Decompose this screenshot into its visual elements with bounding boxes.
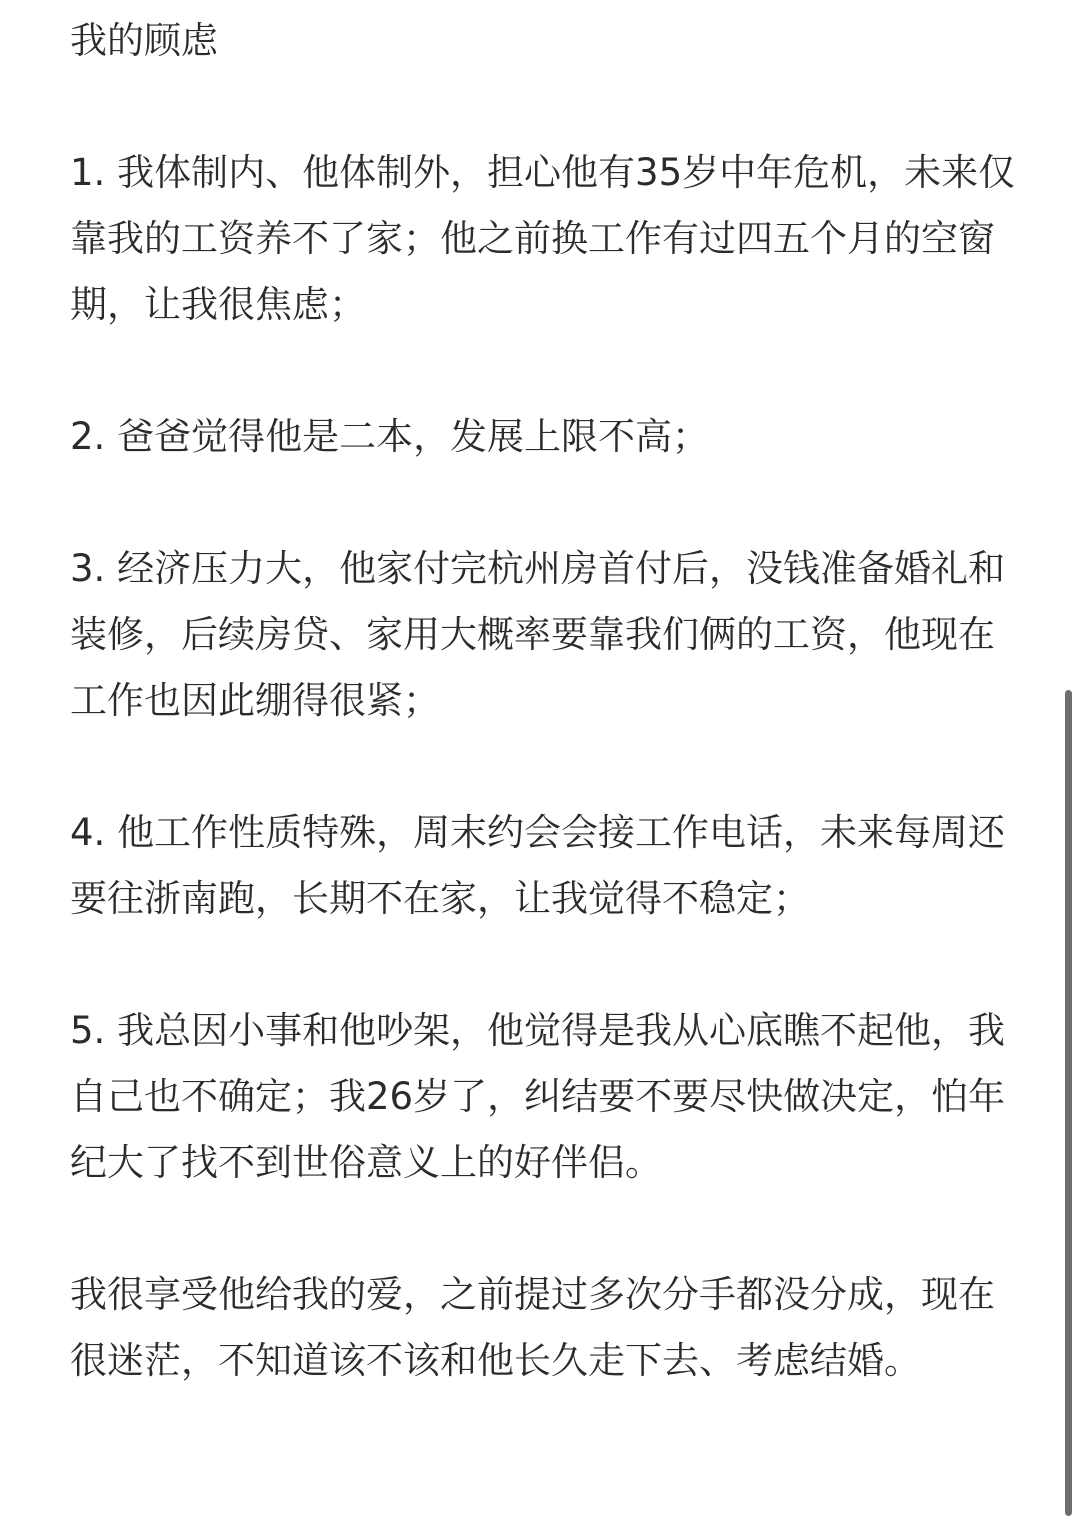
closing-paragraph: 我很享受他给我的爱，之前提过多次分手都没分成，现在很迷茫，不知道该不该和他长久走下去、考虑结婚。 [70, 1273, 995, 1382]
concern-item-2: 2. 爸爸觉得他是二本，发展上限不高； [70, 415, 710, 458]
article-body [70, 8, 1020, 1394]
concern-item-3: 3. 经济压力大，他家付完杭州房首付后，没钱准备婚礼和装修，后续房贷、家用大概率要靠我们俩的工资，他现在工作也因此绷得很紧； [70, 547, 1006, 722]
concern-item-1: 1. 我体制内、他体制外，担心他有35岁中年危机，未来仅靠我的工资养不了家；他之前换工作有过四五个月的空窗期，让我很焦虑； [70, 151, 1016, 326]
concern-item-4: 4. 他工作性质特殊，周末约会会接工作电话，未来每周还要往浙南跑，长期不在家，让我觉得不稳定； [70, 811, 1006, 920]
section-heading: 我的顾虑 [70, 19, 218, 62]
scrollbar-thumb[interactable] [1065, 690, 1072, 1516]
concern-item-5: 5. 我总因小事和他吵架，他觉得是我从心底瞧不起他，我自己也不确定；我26岁了，纠结要不要尽快做决定，怕年纪大了找不到世俗意义上的好伴侣。 [70, 1009, 1006, 1184]
scrollbar[interactable] [1064, 0, 1080, 1516]
